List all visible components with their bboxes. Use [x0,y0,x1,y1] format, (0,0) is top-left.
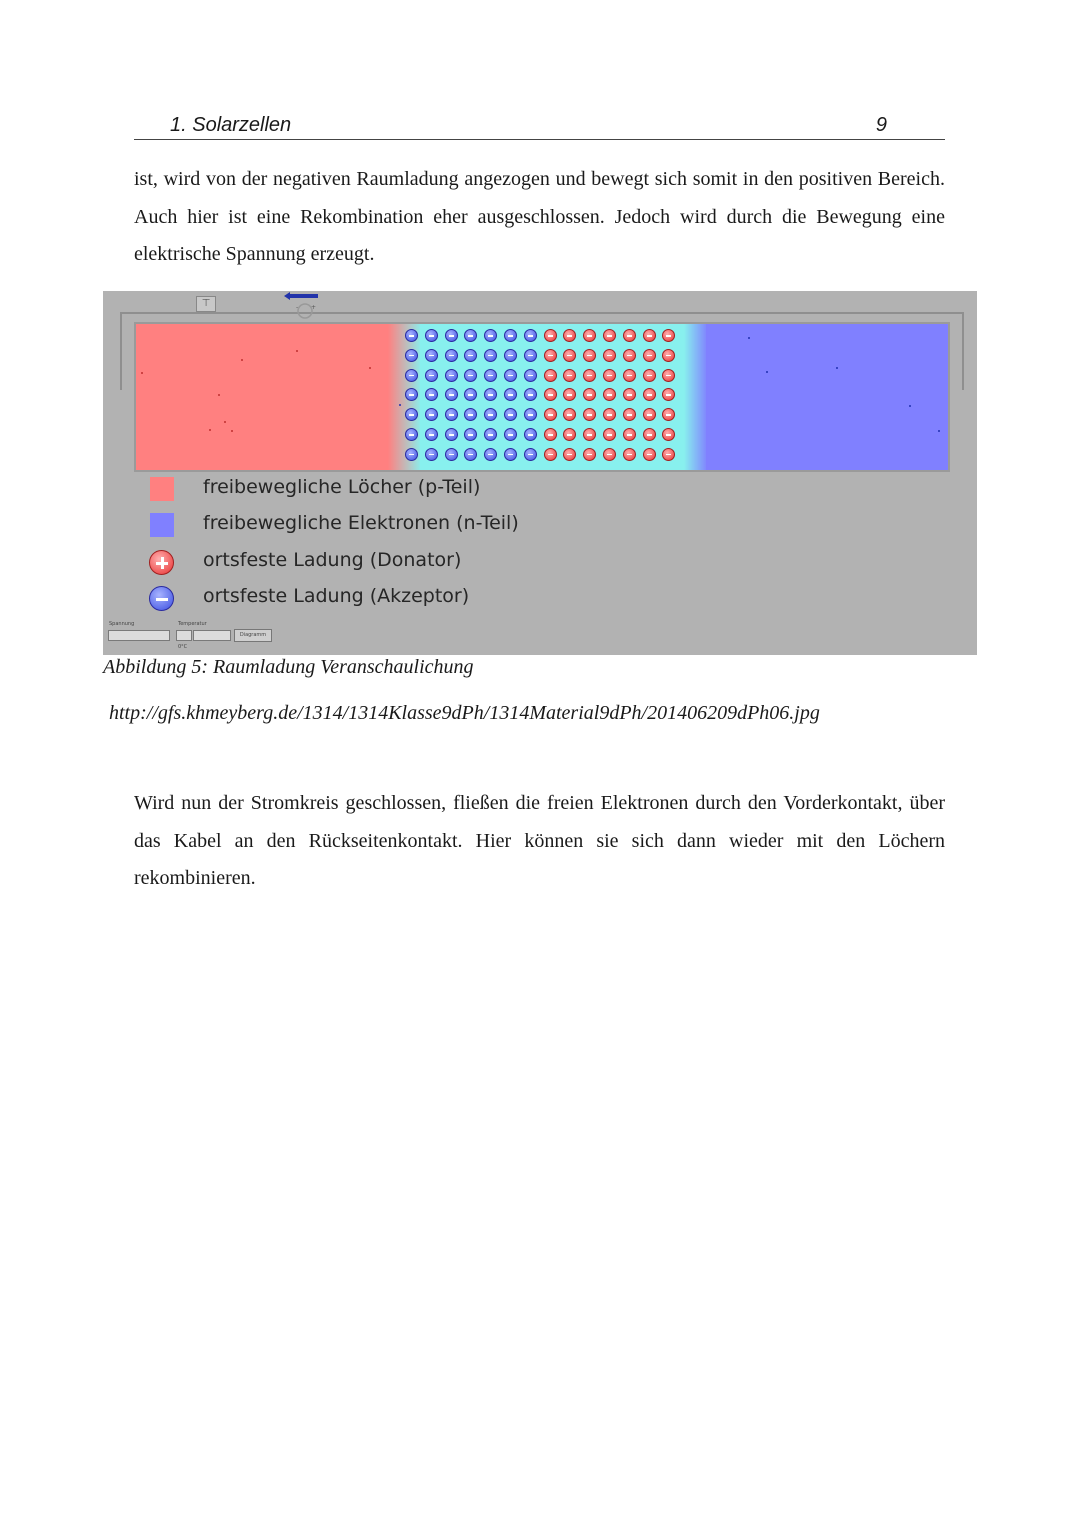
donator-charge [643,329,656,342]
acceptor-charge [504,428,517,441]
donator-charge [544,448,557,461]
svg-text:+: + [311,304,316,311]
acceptor-charge [524,428,537,441]
donator-charge [643,448,656,461]
donator-charge [662,369,675,382]
space-charge-figure [103,291,977,655]
donator-charge [643,428,656,441]
holes-swatch [150,477,174,501]
acceptor-charge [425,369,438,382]
donator-charge [544,428,557,441]
donator-charge [623,428,636,441]
plus-circle-icon [149,550,174,575]
acceptor-charge [464,369,477,382]
donator-charge [623,448,636,461]
voltage-slider[interactable] [108,630,170,641]
acceptor-charge [425,428,438,441]
diagram-button[interactable]: Diagramm [234,629,272,642]
voltage-label: Spannung [109,621,135,627]
acceptor-charge [425,408,438,421]
figure-caption: Abbildung 5: Raumladung Veranschaulichung [103,656,474,678]
legend-label: ortsfeste Ladung (Akzeptor) [203,585,470,607]
acceptor-charge [405,369,418,382]
page-number: 9 [875,114,887,136]
temperature-slider[interactable] [193,630,231,641]
acceptor-charge [524,329,537,342]
acceptor-charge [405,329,418,342]
carrier-speck [766,371,768,373]
acceptor-charge [405,349,418,362]
acceptor-charge [425,349,438,362]
donator-charge [603,428,616,441]
acceptor-charge [445,388,458,401]
acceptor-charge [504,448,517,461]
donator-charge [643,388,656,401]
current-arrow-icon [284,292,318,300]
carrier-speck [369,367,371,369]
running-header [134,112,945,140]
acceptor-charge [524,349,537,362]
acceptor-charge [504,329,517,342]
temperature-field[interactable] [176,630,192,641]
acceptor-charge [405,428,418,441]
source-url: http://gfs.khmeyberg.de/1314/1314Klasse9dPh/1314Material9dPh/201406209dPh06.jpg [109,702,820,724]
electrons-swatch [150,513,174,537]
paragraph-2: Wird nun der Stromkreis geschlossen, fließen die freien Elektronen durch den Vorderkontakt, über das Kabel an den Rückseitenkontakt. Hier können sie sich dann wieder mit den Löchern rekombinieren. [134,792,945,889]
carrier-speck [296,350,298,352]
carrier-speck [938,430,940,432]
minus-circle-icon [149,586,174,611]
carrier-speck [224,421,226,423]
donator-charge [623,329,636,342]
carrier-speck [209,429,211,431]
ammeter-icon [294,301,316,321]
acceptor-charge [425,329,438,342]
pn-junction-simulation [134,322,950,472]
p-region [136,324,398,470]
acceptor-charge [405,448,418,461]
temperature-label: Temperatur [178,621,207,627]
svg-text:-: - [296,304,299,311]
acceptor-charge [504,369,517,382]
donator-charge [623,349,636,362]
acceptor-charge [445,349,458,362]
donator-charge [603,349,616,362]
carrier-speck [909,405,911,407]
donator-charge [544,369,557,382]
carrier-speck [399,404,401,406]
acceptor-charge [524,408,537,421]
n-region [706,324,948,470]
acceptor-charge [445,448,458,461]
donator-charge [583,448,596,461]
donator-charge [643,369,656,382]
acceptor-charge [445,369,458,382]
acceptor-charge [484,448,497,461]
acceptor-charge [524,369,537,382]
donator-charge [544,408,557,421]
paragraph-1: ist, wird von der negativen Raumladung angezogen und bewegt sich somit in den positiven Bereich. Auch hier ist eine Rekombination eher ausgeschlossen. Jedoch wird durch die Bewegung eine elektrische Spannung erzeugt. [134,168,945,265]
donator-charge [603,448,616,461]
temperature-unit: 0°C [178,644,188,650]
carrier-speck [241,359,243,361]
carrier-speck [836,367,838,369]
donator-charge [544,388,557,401]
acceptor-charge [425,448,438,461]
donator-charge [544,329,557,342]
depletion-n-transition [684,324,708,470]
acceptor-charge [484,349,497,362]
donator-charge [583,369,596,382]
acceptor-charge [445,428,458,441]
donator-charge [623,408,636,421]
switch-icon[interactable]: ⊤ [196,296,216,312]
acceptor-charge [445,329,458,342]
carrier-speck [748,337,750,339]
legend-label: freibewegliche Löcher (p-Teil) [203,476,481,498]
legend-label: ortsfeste Ladung (Donator) [203,549,462,571]
acceptor-charge [484,369,497,382]
donator-charge [563,369,576,382]
donator-charge [643,349,656,362]
acceptor-charge [524,448,537,461]
donator-charge [603,329,616,342]
donator-charge [643,408,656,421]
carrier-speck [231,430,233,432]
donator-charge [603,369,616,382]
carrier-speck [218,394,220,396]
donator-charge [623,369,636,382]
legend-label: freibewegliche Elektronen (n-Teil) [203,512,519,534]
donator-charge [583,349,596,362]
acceptor-charge [445,408,458,421]
acceptor-charge [504,349,517,362]
chapter-title: 1. Solarzellen [170,114,292,136]
carrier-speck [141,372,143,374]
donator-charge [544,349,557,362]
